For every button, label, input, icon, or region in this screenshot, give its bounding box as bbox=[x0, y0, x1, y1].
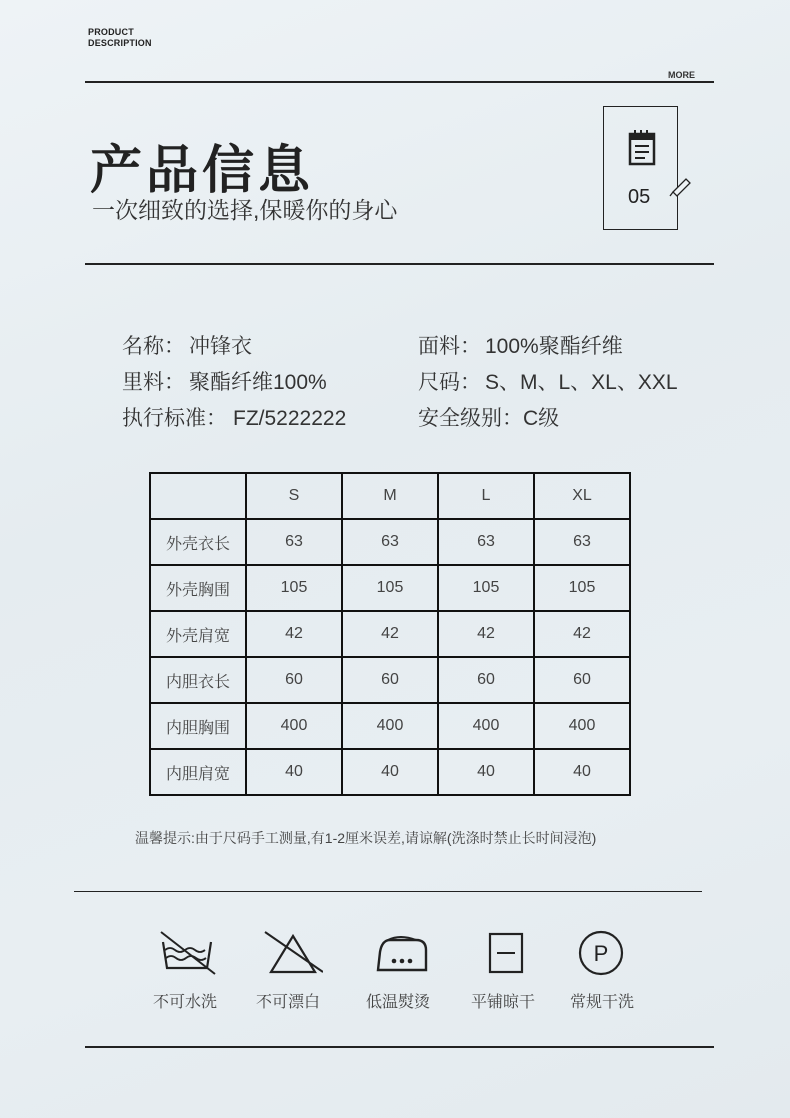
row-label: 内胆衣长 bbox=[150, 657, 246, 703]
table-cell: 42 bbox=[438, 611, 534, 657]
lining-label: 里料： bbox=[122, 371, 185, 394]
table-cell: 63 bbox=[438, 519, 534, 565]
row-label: 内胆胸围 bbox=[150, 703, 246, 749]
table-cell: 60 bbox=[246, 657, 342, 703]
info-standard bbox=[122, 402, 346, 432]
table-cell: 42 bbox=[534, 611, 630, 657]
page-subtitle: 一次细致的选择,保暖你的身心 bbox=[92, 197, 398, 223]
info-name bbox=[122, 330, 252, 360]
table-cell: 105 bbox=[438, 565, 534, 611]
table-row bbox=[150, 703, 630, 749]
header-divider bbox=[85, 263, 714, 265]
size-label: 尺码： bbox=[418, 371, 481, 394]
table-cell: 60 bbox=[534, 657, 630, 703]
low-iron-icon bbox=[372, 928, 432, 978]
care-label: 低温熨烫 bbox=[365, 994, 430, 1011]
table-cell: 400 bbox=[246, 703, 342, 749]
product-description-tag bbox=[88, 27, 152, 49]
pencil-icon bbox=[669, 175, 693, 197]
info-safety bbox=[418, 402, 559, 432]
table-cell: 63 bbox=[534, 519, 630, 565]
table-cell: 105 bbox=[246, 565, 342, 611]
top-divider bbox=[85, 81, 714, 83]
product-tag-line2: DESCRIPTION bbox=[88, 38, 152, 48]
care-label: 常规干洗 bbox=[569, 994, 634, 1011]
table-cell: 63 bbox=[342, 519, 438, 565]
table-cell: 400 bbox=[438, 703, 534, 749]
table-cell: 40 bbox=[534, 749, 630, 795]
flat-dry-icon bbox=[477, 928, 537, 978]
row-label: 外壳肩宽 bbox=[150, 611, 246, 657]
section-number: 05 bbox=[628, 186, 651, 208]
more-link[interactable]: MORE bbox=[668, 70, 695, 80]
fabric-label: 面料： bbox=[418, 335, 481, 358]
info-lining bbox=[122, 366, 327, 396]
notepad-icon bbox=[626, 128, 662, 168]
table-header-cell: S bbox=[246, 473, 342, 519]
table-cell: 400 bbox=[342, 703, 438, 749]
care-label: 不可水洗 bbox=[152, 994, 217, 1011]
table-header-row bbox=[150, 473, 630, 519]
no-wash-icon bbox=[157, 928, 217, 978]
table-cell: 40 bbox=[246, 749, 342, 795]
no-bleach-icon bbox=[263, 928, 323, 978]
info-size bbox=[418, 366, 678, 396]
table-cell: 400 bbox=[534, 703, 630, 749]
name-label: 名称： bbox=[122, 335, 185, 358]
table-cell: 40 bbox=[438, 749, 534, 795]
table-cell: 105 bbox=[342, 565, 438, 611]
name-value: 冲锋衣 bbox=[189, 335, 252, 358]
table-header-cell: M bbox=[342, 473, 438, 519]
product-tag-line1: PRODUCT bbox=[88, 27, 134, 37]
table-cell: 105 bbox=[534, 565, 630, 611]
table-cell: 60 bbox=[438, 657, 534, 703]
section-badge bbox=[603, 106, 678, 230]
size-table bbox=[149, 472, 631, 796]
row-label: 外壳胸围 bbox=[150, 565, 246, 611]
table-header-cell bbox=[150, 473, 246, 519]
table-cell: 42 bbox=[342, 611, 438, 657]
table-row bbox=[150, 519, 630, 565]
bottom-divider bbox=[85, 1046, 714, 1048]
table-cell: 63 bbox=[246, 519, 342, 565]
info-fabric bbox=[418, 330, 623, 360]
size-value: S、M、L、XL、XXL bbox=[485, 371, 678, 394]
dry-clean-icon bbox=[571, 928, 631, 978]
table-cell: 60 bbox=[342, 657, 438, 703]
fabric-value: 100%聚酯纤维 bbox=[485, 335, 623, 358]
care-label: 平铺晾干 bbox=[470, 994, 535, 1011]
care-label: 不可漂白 bbox=[255, 994, 320, 1011]
care-top-divider bbox=[74, 891, 702, 892]
table-row bbox=[150, 749, 630, 795]
table-row bbox=[150, 565, 630, 611]
lining-value: 聚酯纤维100% bbox=[189, 371, 327, 394]
table-header-cell: L bbox=[438, 473, 534, 519]
safety-label: 安全级别： bbox=[418, 407, 523, 430]
table-header-cell: XL bbox=[534, 473, 630, 519]
safety-value: C级 bbox=[523, 407, 560, 430]
table-cell: 42 bbox=[246, 611, 342, 657]
table-row bbox=[150, 657, 630, 703]
row-label: 外壳衣长 bbox=[150, 519, 246, 565]
standard-label: 执行标准： bbox=[122, 407, 227, 430]
svg-text:P: P bbox=[593, 941, 609, 966]
standard-value: FZ/5222222 bbox=[233, 407, 347, 430]
row-label: 内胆肩宽 bbox=[150, 749, 246, 795]
care-tip: 温馨提示:由于尺码手工测量,有1-2厘米误差,请谅解(洗涤时禁止长时间浸泡) bbox=[135, 830, 597, 846]
table-cell: 40 bbox=[342, 749, 438, 795]
page-title: 产品信息 bbox=[90, 142, 315, 200]
table-row bbox=[150, 611, 630, 657]
